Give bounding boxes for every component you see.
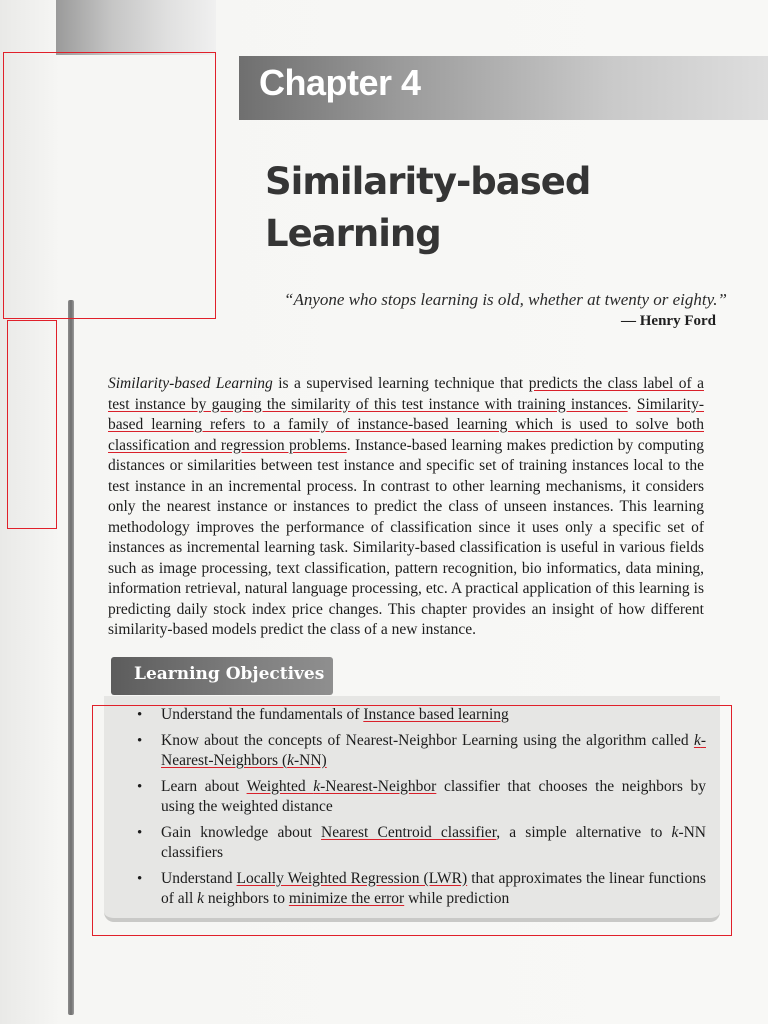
- objective-text: Know about the concepts of Nearest-Neighbor Learning using the algorithm called: [161, 731, 694, 749]
- objective-k: k: [287, 752, 294, 769]
- intro-highlight-1: predicts the class label of a test instance by gauging the similarity of this test instance with training instances: [108, 375, 704, 413]
- objective-highlight-rest: -Nearest-Neighbor: [320, 777, 437, 795]
- chapter-title-line2: Learning: [265, 212, 441, 255]
- objectives-heading: [111, 657, 333, 695]
- intro-term: Similarity-based Learning: [108, 375, 273, 392]
- objective-text-post: while prediction: [404, 890, 510, 907]
- chapter-banner: [239, 56, 768, 120]
- binding-shadow: [68, 300, 74, 1015]
- bullet-icon: •: [137, 870, 143, 887]
- intro-text-1: is a supervised learning technique that: [272, 375, 529, 392]
- bullet-icon: •: [137, 824, 143, 841]
- objective-highlight: Instance based learning: [363, 706, 509, 723]
- bullet-icon: •: [137, 732, 143, 749]
- scan-smudge: [56, 0, 216, 55]
- epigraph-quote: “Anyone who stops learning is old, whether at twenty or eighty.”: [284, 290, 727, 309]
- objective-text-mid: , a simple alternative to: [496, 823, 672, 841]
- intro-highlight-2: Similarity-based learning refers to a family of instance-based learning which is used to solve both classification and regression problems: [108, 395, 704, 454]
- objective-text-mid2: neighbors to: [204, 890, 289, 907]
- objectives-heading-label: Learning Objectives: [134, 664, 325, 684]
- objective-k: k: [313, 777, 321, 795]
- epigraph-author: — Henry Ford: [621, 313, 716, 329]
- bullet-icon: •: [137, 778, 143, 795]
- objective-highlight-text: -Nearest-Neighbors (: [161, 731, 706, 769]
- objective-text: Learn about: [161, 777, 247, 795]
- objective-highlight-end: -NN): [294, 752, 327, 769]
- objective-highlight: Nearest Centroid classifier: [321, 823, 497, 841]
- objective-text-mid: that approximates the linear functions of all: [161, 869, 707, 907]
- annotation-box-top-left: [3, 52, 216, 319]
- chapter-label: Chapter 4: [259, 62, 421, 103]
- objective-k: k: [197, 890, 205, 907]
- objective-text: Gain knowledge about: [161, 823, 322, 841]
- chapter-title: [265, 156, 590, 260]
- bullet-icon: •: [137, 707, 143, 723]
- intro-text-rest: . Instance-based learning makes prediction by computing distances or similarities between test instance and specific set of training instances local to the test instance in an incremental process. In contrast to other learning mechanisms, it considers only the nearest instance or instances to predict the class of unseen instances. This learning methodology improves the performance of classification since it uses only a specific set of instances as incremental learning task. Similarity-based classification is useful in various fields such as image processing, text classification, pattern recognition, bio informatics, data mining, information retrieval, natural language processing, etc. A practical application of this learning is predicting daily stock index price changes. This chapter provides an insight of how different similarity-based models predict the class of a new instance.: [108, 436, 704, 638]
- objective-text: Understand: [161, 869, 237, 887]
- objective-text-post: -NN classifiers: [161, 823, 706, 861]
- objective-k: k: [671, 823, 679, 841]
- annotation-box-objectives: [92, 705, 732, 936]
- objective-highlight-2: minimize the error: [288, 890, 405, 907]
- objective-k: k: [693, 731, 701, 749]
- objective-text: Understand the fundamentals of: [161, 706, 364, 723]
- chapter-title-line1: Similarity-based: [265, 160, 591, 203]
- objective-text-post: classifier that chooses the neighbors by using the weighted distance: [161, 777, 706, 815]
- intro-text-2: .: [627, 395, 637, 413]
- intro-paragraph: [108, 374, 704, 641]
- objective-highlight: Locally Weighted Regression (LWR): [236, 869, 468, 887]
- objective-highlight-text: Weighted: [246, 777, 314, 795]
- annotation-box-side: [7, 320, 57, 529]
